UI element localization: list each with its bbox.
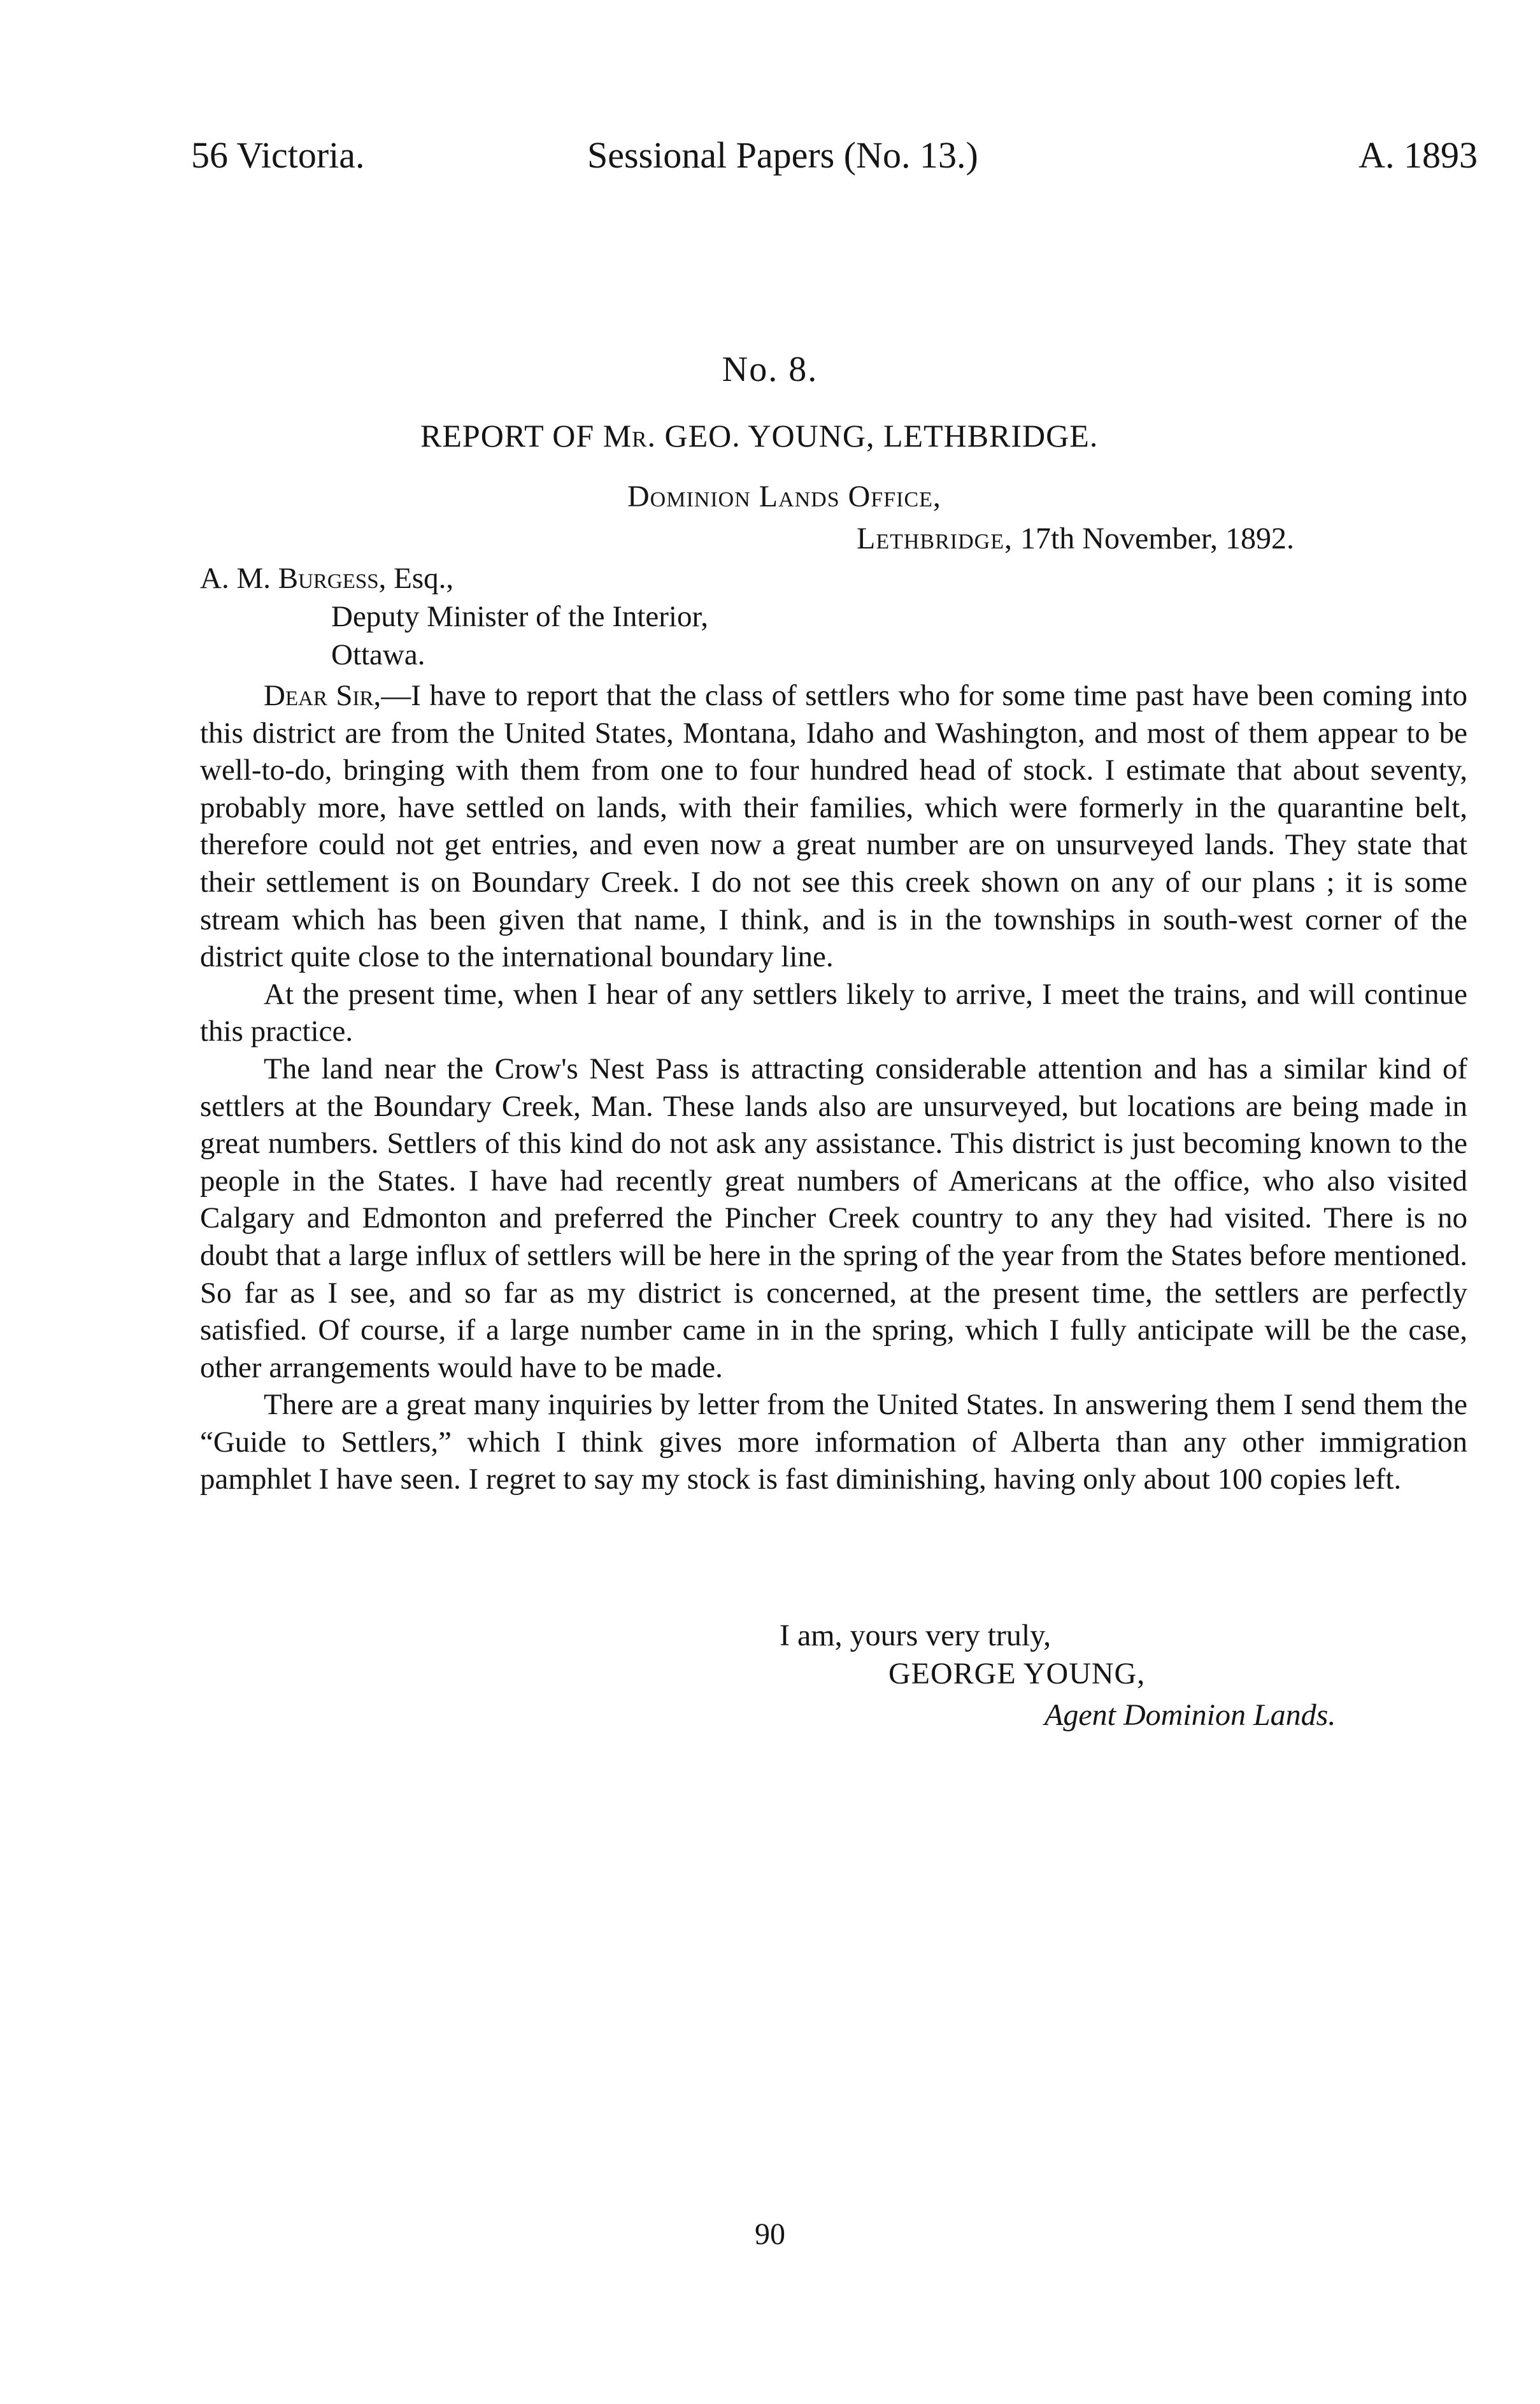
paragraph-4: There are a great many inquiries by letter from the United States. In answering them I send them the “Guide to Settlers,” which I think gives more information of Alberta than any other immigration pamphlet I have seen. I regret to say my stock is fast diminishing, having only about 100 copies left. [200,1388,1467,1496]
report-title-rest: GEO. YOUNG, LETHBRIDGE. [656,418,1099,454]
addressee-block [200,559,708,674]
report-title [420,417,1098,454]
addressee-name-line [200,559,708,597]
paragraph-3: The land near the Crow's Nest Pass is attracting considerable attention and has a similar kind of settlers at the Boundary Creek, Man. These lands also are unsurveyed, but locations are being made in great numbers. Settlers of this kind do not ask any assistance. This district is just becoming known to the people in the States. I have had recently great numbers of Americans at the office, who also visited Calgary and Edmonton and preferred the Pincher Creek country to any they had visited. There is no doubt that a large influx of settlers will be here in the spring of the year from the States before mentioned. So far as I see, and so far as my district is concerned, at the present time, the settlers are perfectly satisfied. Of course, if a large number came in in the spring, which I fully anticipate will be the case, other arrangements would have to be made. [200,1052,1467,1384]
addressee-suffix: , Esq., [378,562,454,595]
letter-body [200,677,1467,1498]
office-line: Dominion Lands Office, [627,480,941,513]
addressee-city: Ottawa. [331,638,425,671]
letter-date: 17th November, 1892. [1012,522,1294,555]
page-number: 90 [755,2217,785,2251]
header-session: 56 Victoria. [191,134,365,176]
running-header [191,134,1478,185]
report-title-prefix: REPORT OF [420,418,603,454]
letter-place: Lethbridge, [857,522,1013,555]
header-year: A. 1893 [1358,134,1478,176]
header-sessional-papers: Sessional Papers (No. 13.) [587,134,978,176]
paragraph-2: At the present time, when I hear of any settlers likely to arrive, I meet the trains, and will continue this practice. [200,977,1467,1048]
addressee-name: A. M. Burgess [200,562,379,595]
paragraph-1-text: —I have to report that the class of settlers who for some time past have been coming into this district are from the United States, Montana, Idaho and Washington, and most of them appear to be well-to-do, bringing with them from one to four hundred head of stock. I estimate that about seventy, probably more, have settled on lands, with their families, which were formerly in the quarantine belt, therefore could not get entries, and even now a great number are on unsurveyed lands. They state that their settlement is on Boundary Creek. I do not see this creek shown on any of our plans ; it is some stream which has been given that name, I think, and is in the townships in south-west corner of the district quite close to the international boundary line. [200,679,1467,974]
report-number: No. 8. [722,350,818,389]
paragraph-1 [200,677,1467,976]
report-title-mr: Mr. [602,418,657,454]
place-date-line [857,521,1294,556]
signature-title: Agent Dominion Lands. [1044,1698,1336,1732]
salutation: Dear Sir, [264,679,381,712]
signature-name: GEORGE YOUNG, [888,1657,1146,1691]
closing-line: I am, yours very truly, [780,1619,1052,1652]
addressee-title: Deputy Minister of the Interior, [331,600,708,633]
